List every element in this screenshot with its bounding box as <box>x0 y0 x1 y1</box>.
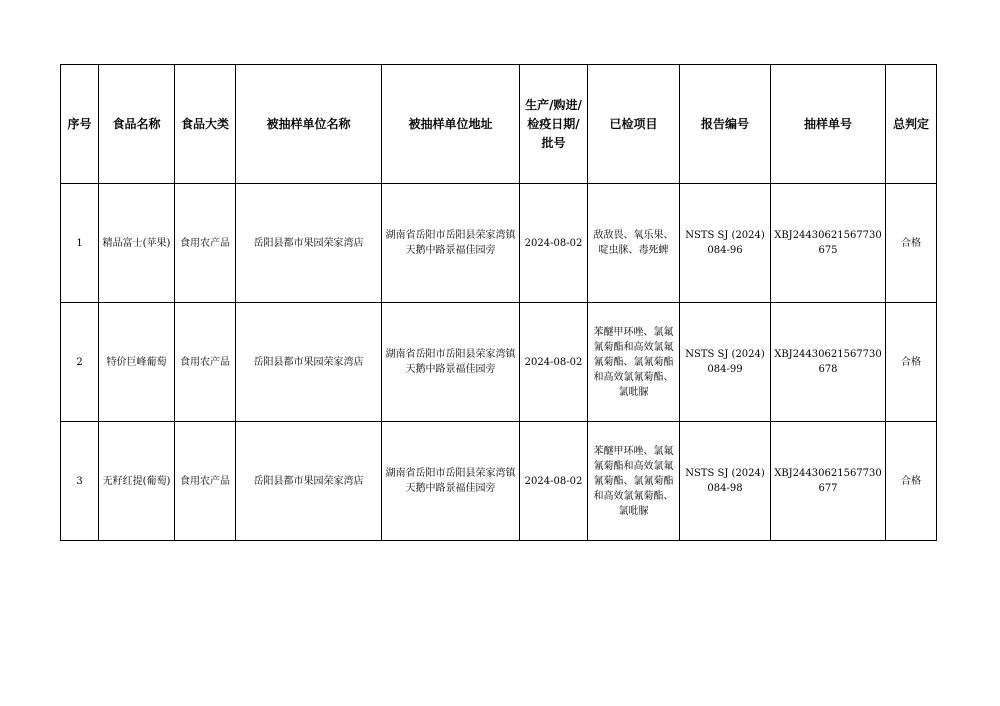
header-date-batch: 生产/购进/检疫日期/批号 <box>520 65 588 184</box>
unit-name-cell: 岳阳县都市果园荣家湾店 <box>236 184 382 303</box>
unit-address-cell: 湖南省岳阳市岳阳县荣家湾镇天鹅中路景福佳园旁 <box>382 422 520 541</box>
food-name-cell: 精品富士(苹果) <box>99 184 175 303</box>
verdict-cell: 合格 <box>886 303 937 422</box>
date-cell: 2024-08-02 <box>520 422 588 541</box>
items-checked-cell: 苯醚甲环唑、氯氟氰菊酯和高效氯氟氰菊酯、氯氰菊酯和高效氯氰菊酯、氯吡脲 <box>588 422 680 541</box>
header-items-checked: 已检项目 <box>588 65 680 184</box>
report-no-cell: NSTS SJ (2024) 084-98 <box>680 422 771 541</box>
sample-no-cell: XBJ24430621567730678 <box>771 303 886 422</box>
table-header-row <box>61 65 937 184</box>
items-checked-cell: 敌敌畏、氧乐果、啶虫脒、毒死蜱 <box>588 184 680 303</box>
report-no-cell: NSTS SJ (2024) 084-99 <box>680 303 771 422</box>
header-food-name: 食品名称 <box>99 65 175 184</box>
verdict-cell: 合格 <box>886 422 937 541</box>
items-checked-cell: 苯醚甲环唑、氯氟氰菊酯和高效氯氟氰菊酯、氯氰菊酯和高效氯氰菊酯、氯吡脲 <box>588 303 680 422</box>
food-name-cell: 特价巨峰葡萄 <box>99 303 175 422</box>
sampling-results-table <box>60 64 937 541</box>
header-sample-no: 抽样单号 <box>771 65 886 184</box>
table-row <box>61 303 937 422</box>
report-no-cell: NSTS SJ (2024) 084-96 <box>680 184 771 303</box>
header-report-no: 报告编号 <box>680 65 771 184</box>
unit-name-cell: 岳阳县都市果园荣家湾店 <box>236 422 382 541</box>
food-category-cell: 食用农产品 <box>175 184 236 303</box>
verdict-cell: 合格 <box>886 184 937 303</box>
table-row <box>61 422 937 541</box>
food-category-cell: 食用农产品 <box>175 422 236 541</box>
serial-no-cell: 1 <box>61 184 99 303</box>
unit-name-cell: 岳阳县都市果园荣家湾店 <box>236 303 382 422</box>
food-name-cell: 无籽红提(葡萄) <box>99 422 175 541</box>
serial-no-cell: 3 <box>61 422 99 541</box>
header-verdict: 总判定 <box>886 65 937 184</box>
date-cell: 2024-08-02 <box>520 184 588 303</box>
header-food-category: 食品大类 <box>175 65 236 184</box>
unit-address-cell: 湖南省岳阳市岳阳县荣家湾镇天鹅中路景福佳园旁 <box>382 303 520 422</box>
header-sampled-unit-address: 被抽样单位地址 <box>382 65 520 184</box>
header-sampled-unit-name: 被抽样单位名称 <box>236 65 382 184</box>
serial-no-cell: 2 <box>61 303 99 422</box>
date-cell: 2024-08-02 <box>520 303 588 422</box>
sample-no-cell: XBJ24430621567730677 <box>771 422 886 541</box>
unit-address-cell: 湖南省岳阳市岳阳县荣家湾镇天鹅中路景福佳园旁 <box>382 184 520 303</box>
food-category-cell: 食用农产品 <box>175 303 236 422</box>
sample-no-cell: XBJ24430621567730675 <box>771 184 886 303</box>
table-row <box>61 184 937 303</box>
header-serial-no: 序号 <box>61 65 99 184</box>
